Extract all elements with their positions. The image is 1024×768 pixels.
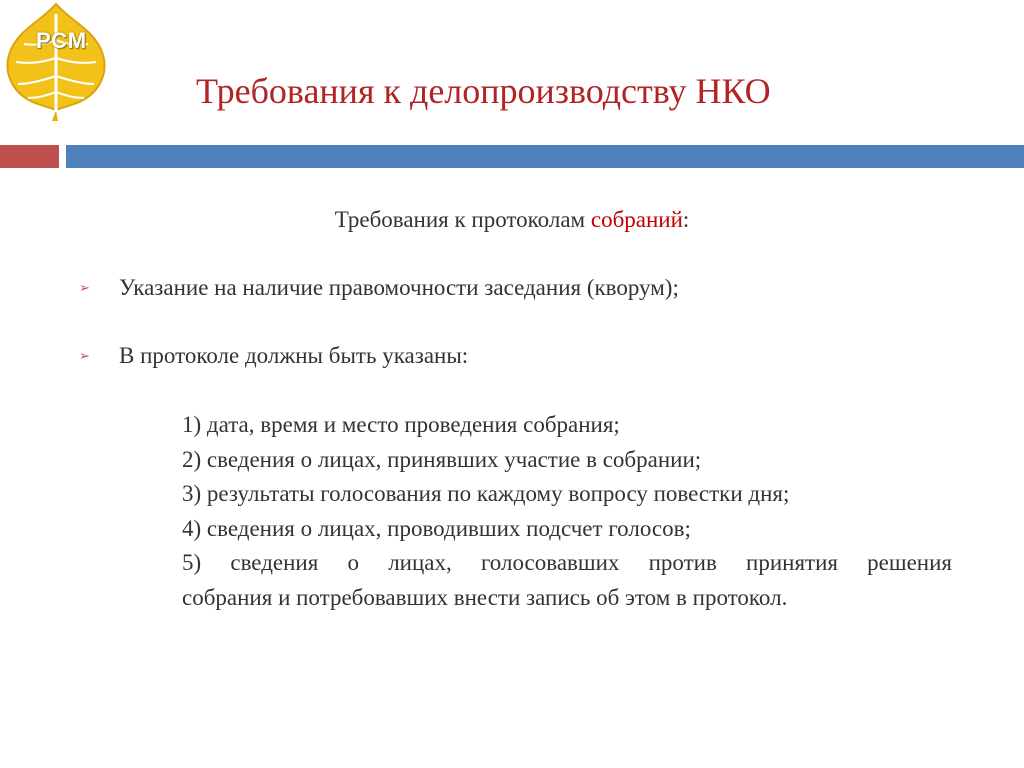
page-title: Требования к делопроизводству НКО: [196, 71, 771, 111]
list-item: 3) результаты голосования по каждому вопросу повестки дня;: [182, 481, 790, 506]
bullet-item: [79, 275, 679, 301]
arrow-bullet-icon: ➢: [79, 281, 90, 296]
list-item: 2) сведения о лицах, принявших участие в собрании;: [182, 446, 702, 472]
list-item: 4) сведения о лицах, проводивших подсчет голосов;: [182, 515, 691, 541]
bullet-text: В протоколе должны быть указаны:: [119, 343, 469, 368]
bullet-item: [79, 343, 468, 369]
logo-text: РСМ: [36, 28, 88, 53]
list-item: [182, 546, 952, 615]
bullet-text: Указание на наличие правомочности заседания (кворум);: [119, 275, 679, 300]
requirements-list: [182, 408, 952, 615]
section-subtitle: [0, 207, 1024, 233]
birch-leaf-icon: [0, 0, 112, 122]
organization-logo: [0, 0, 112, 122]
subtitle-text: Требования к протоколам: [334, 207, 591, 232]
subtitle-highlight: собраний: [590, 207, 683, 232]
arrow-bullet-icon: ➢: [79, 349, 90, 364]
header-divider-blue: [66, 145, 1024, 168]
list-item-line: 5) сведения о лицах, голосовавших против принятия решения: [182, 550, 952, 575]
header-divider-red: [0, 145, 59, 168]
list-item-line: собрания и потребовавших внести запись об этом в протокол.: [182, 584, 788, 610]
subtitle-colon: :: [682, 207, 690, 232]
list-item: 1) дата, время и место проведения собрания;: [182, 412, 620, 437]
